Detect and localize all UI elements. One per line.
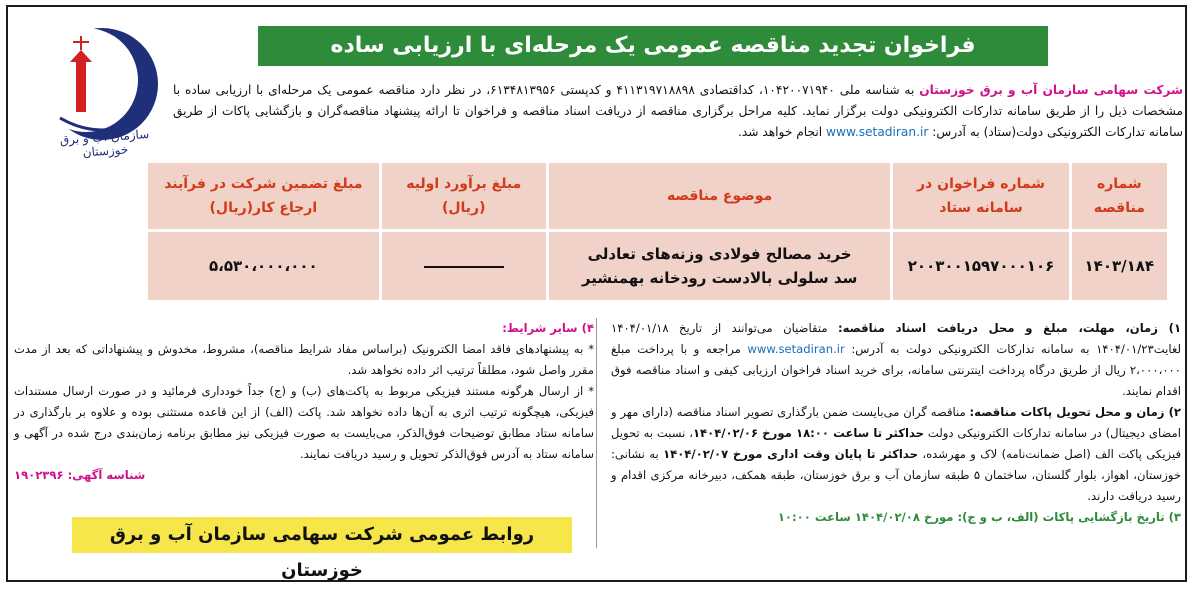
cell-estimate	[382, 232, 546, 300]
sections-left-column	[14, 318, 594, 486]
cell-subject	[549, 232, 891, 300]
cell-tender-no: ۱۴۰۳/۱۸۴	[1072, 232, 1167, 300]
section-1-heading: ۱) زمان، مهلت، مبلغ و محل دریافت اسناد مناقصه:	[837, 321, 1182, 335]
intro-text: به شناسه ملی ۱۰۴۲۰۰۷۱۹۴۰، کداقتصادی ۴۱۱۳۱۹۷۱۸۸۹۸ و کدپستی ۶۱۳۴۸۱۳۹۵۶، در نظر دارد مناقصه عمومی یک مرحله‌ای با ارزیابی ساده با مشخصات ذیل را از طریق سامانه تدارکات الکترونیکی دولت برگزار نماید. کلیه مراحل برگزاری مناقصه از دریافت اسناد مناقصه و فراخوان تا ارائه پیشنهاد مناقصه‌گران و بازگشایی پاکات از طریق سامانه تدارکات الکترونیکی دولت(ستاد) به آدرس:	[173, 83, 1183, 139]
header-subject: موضوع مناقصه	[549, 163, 891, 229]
organization-name: شرکت سهامی سازمان آب و برق خوزستان	[919, 83, 1183, 97]
section-4-heading: ۴) سایر شرایط:	[502, 321, 594, 335]
section-1	[611, 318, 1181, 402]
header-estimate: مبلغ برآورد اولیه (ریال)	[382, 163, 546, 229]
section-2-text: مناقصه گران می‌بایست ضمن بارگذاری تصویر اسناد مناقصه (دارای مهر و امضای دیجیتال) در سامانه تدارکات الکترونیکی دولت	[611, 405, 1181, 440]
logo-caption: سازمان آب و برق خوزستان	[59, 126, 150, 160]
notice-id-row	[14, 465, 594, 486]
section-3: ۳) تاریخ بازگشایی پاکات (الف، ب و ج): مورخ ۱۴۰۴/۰۲/۰۸ ساعت ۱۰:۰۰	[777, 510, 1181, 524]
section-1-text: متقاضیان می‌توانند از تاریخ ۱۴۰۴/۰۱/۱۸ لغایت۱۴۰۴/۰۱/۲۳ به سامانه تدارکات الکترونیکی دولت به آدرس:	[611, 321, 1181, 356]
intro-tail: انجام خواهد شد.	[737, 125, 827, 139]
sections-right-column	[611, 318, 1181, 528]
notice-title: فراخوان تجدید مناقصه عمومی یک مرحله‌ای با ارزیابی ساده	[258, 26, 1048, 66]
notice-id: شناسه آگهی: ۱۹۰۲۳۹۶	[14, 468, 146, 482]
section-2-deadline-2: حداکثر تا پایان وقت اداری مورخ ۱۴۰۴/۰۲/۰۷	[663, 447, 918, 461]
header-guarantee: مبلغ تضمین شرکت در فرآیند ارجاع کار(ریال)	[148, 163, 379, 229]
section-2-deadline-1: حداکثر تا ساعت ۱۸:۰۰ مورخ ۱۴۰۴/۰۲/۰۶	[692, 426, 924, 440]
tender-table	[145, 160, 1170, 303]
public-relations-footer: روابط عمومی شرکت سهامی سازمان آب و برق خوزستان	[72, 517, 572, 553]
empty-dash	[424, 266, 504, 268]
subject-line-1: خرید مصالح فولادی وزنه‌های تعادلی	[587, 245, 852, 263]
intro-paragraph	[173, 80, 1183, 143]
cell-guarantee: ۵،۵۳۰،۰۰۰،۰۰۰	[148, 232, 379, 300]
section-1-link[interactable]: www.setadiran.ir	[747, 342, 845, 356]
cell-call-no: ۲۰۰۳۰۰۱۵۹۷۰۰۰۱۰۶	[893, 232, 1068, 300]
table-header-row	[148, 163, 1167, 229]
header-tender-no: شماره مناقصه	[1072, 163, 1167, 229]
column-divider	[596, 318, 597, 548]
section-4-item-2: * از ارسال هرگونه مستند فیزیکی مربوط به پاکت‌های (ب) و (ج) جداً خودداری فرمائید و در صورت ارسال مستندات فیزیکی، هیچگونه ترتیب اثری به آن‌ها داده نخواهد شد. پاکت (الف) از این قاعده مستثنی بوده و علاوه بر بارگذاری در سامانه ستاد مطابق توضیحات فوق‌الذکر، می‌بایست به صورت فیزیکی نیز مطابق برنامه زمان‌بندی درج شده در آگهی و سامانه ستاد به آدرس فوق‌الذکر تحویل و رسید دریافت نمایند.	[14, 384, 594, 461]
subject-line-2: سد سلولی بالادست رودخانه بهمنشیر	[581, 269, 858, 287]
section-2-text-3: به نشانی: خوزستان، اهواز، بلوار گلستان، ساختمان ۵ طبقه سازمان آب و برق خوزستان، طبقه همکف، دبیرخانه مرکزی اقدام و رسید دریافت دارند.	[611, 447, 1182, 503]
section-2	[611, 402, 1181, 507]
header-call-no: شماره فراخوان در سامانه ستاد	[893, 163, 1068, 229]
section-4-item-1: * به پیشنهادهای فاقد امضا الکترونیک (براساس مفاد شرایط مناقصه)، مشروط، مخدوش و پیشنهاداتی که بعد از مدت مقرر واصل شود، مطلقاً ترتیب اثر داده نخواهد شد.	[14, 342, 594, 377]
table-row	[148, 232, 1167, 300]
section-2-text-2: ، نسبت به تحویل فیزیکی پاکت الف (اصل ضمانت‌نامه) لاک و مهرشده،	[611, 426, 1181, 461]
setad-link[interactable]: www.setadiran.ir	[826, 125, 929, 139]
section-2-heading: ۲) زمان و محل تحویل پاکات مناقصه:	[969, 405, 1181, 419]
section-1-tail: مراجعه و با پرداخت مبلغ ۲،۰۰۰،۰۰۰ ریال از طریق درگاه پرداخت اینترنتی سامانه، برای خرید اسناد فراخوان ارزیابی کیفی و اسناد مناقصه فوق اقدام نمایند.	[611, 342, 1181, 398]
